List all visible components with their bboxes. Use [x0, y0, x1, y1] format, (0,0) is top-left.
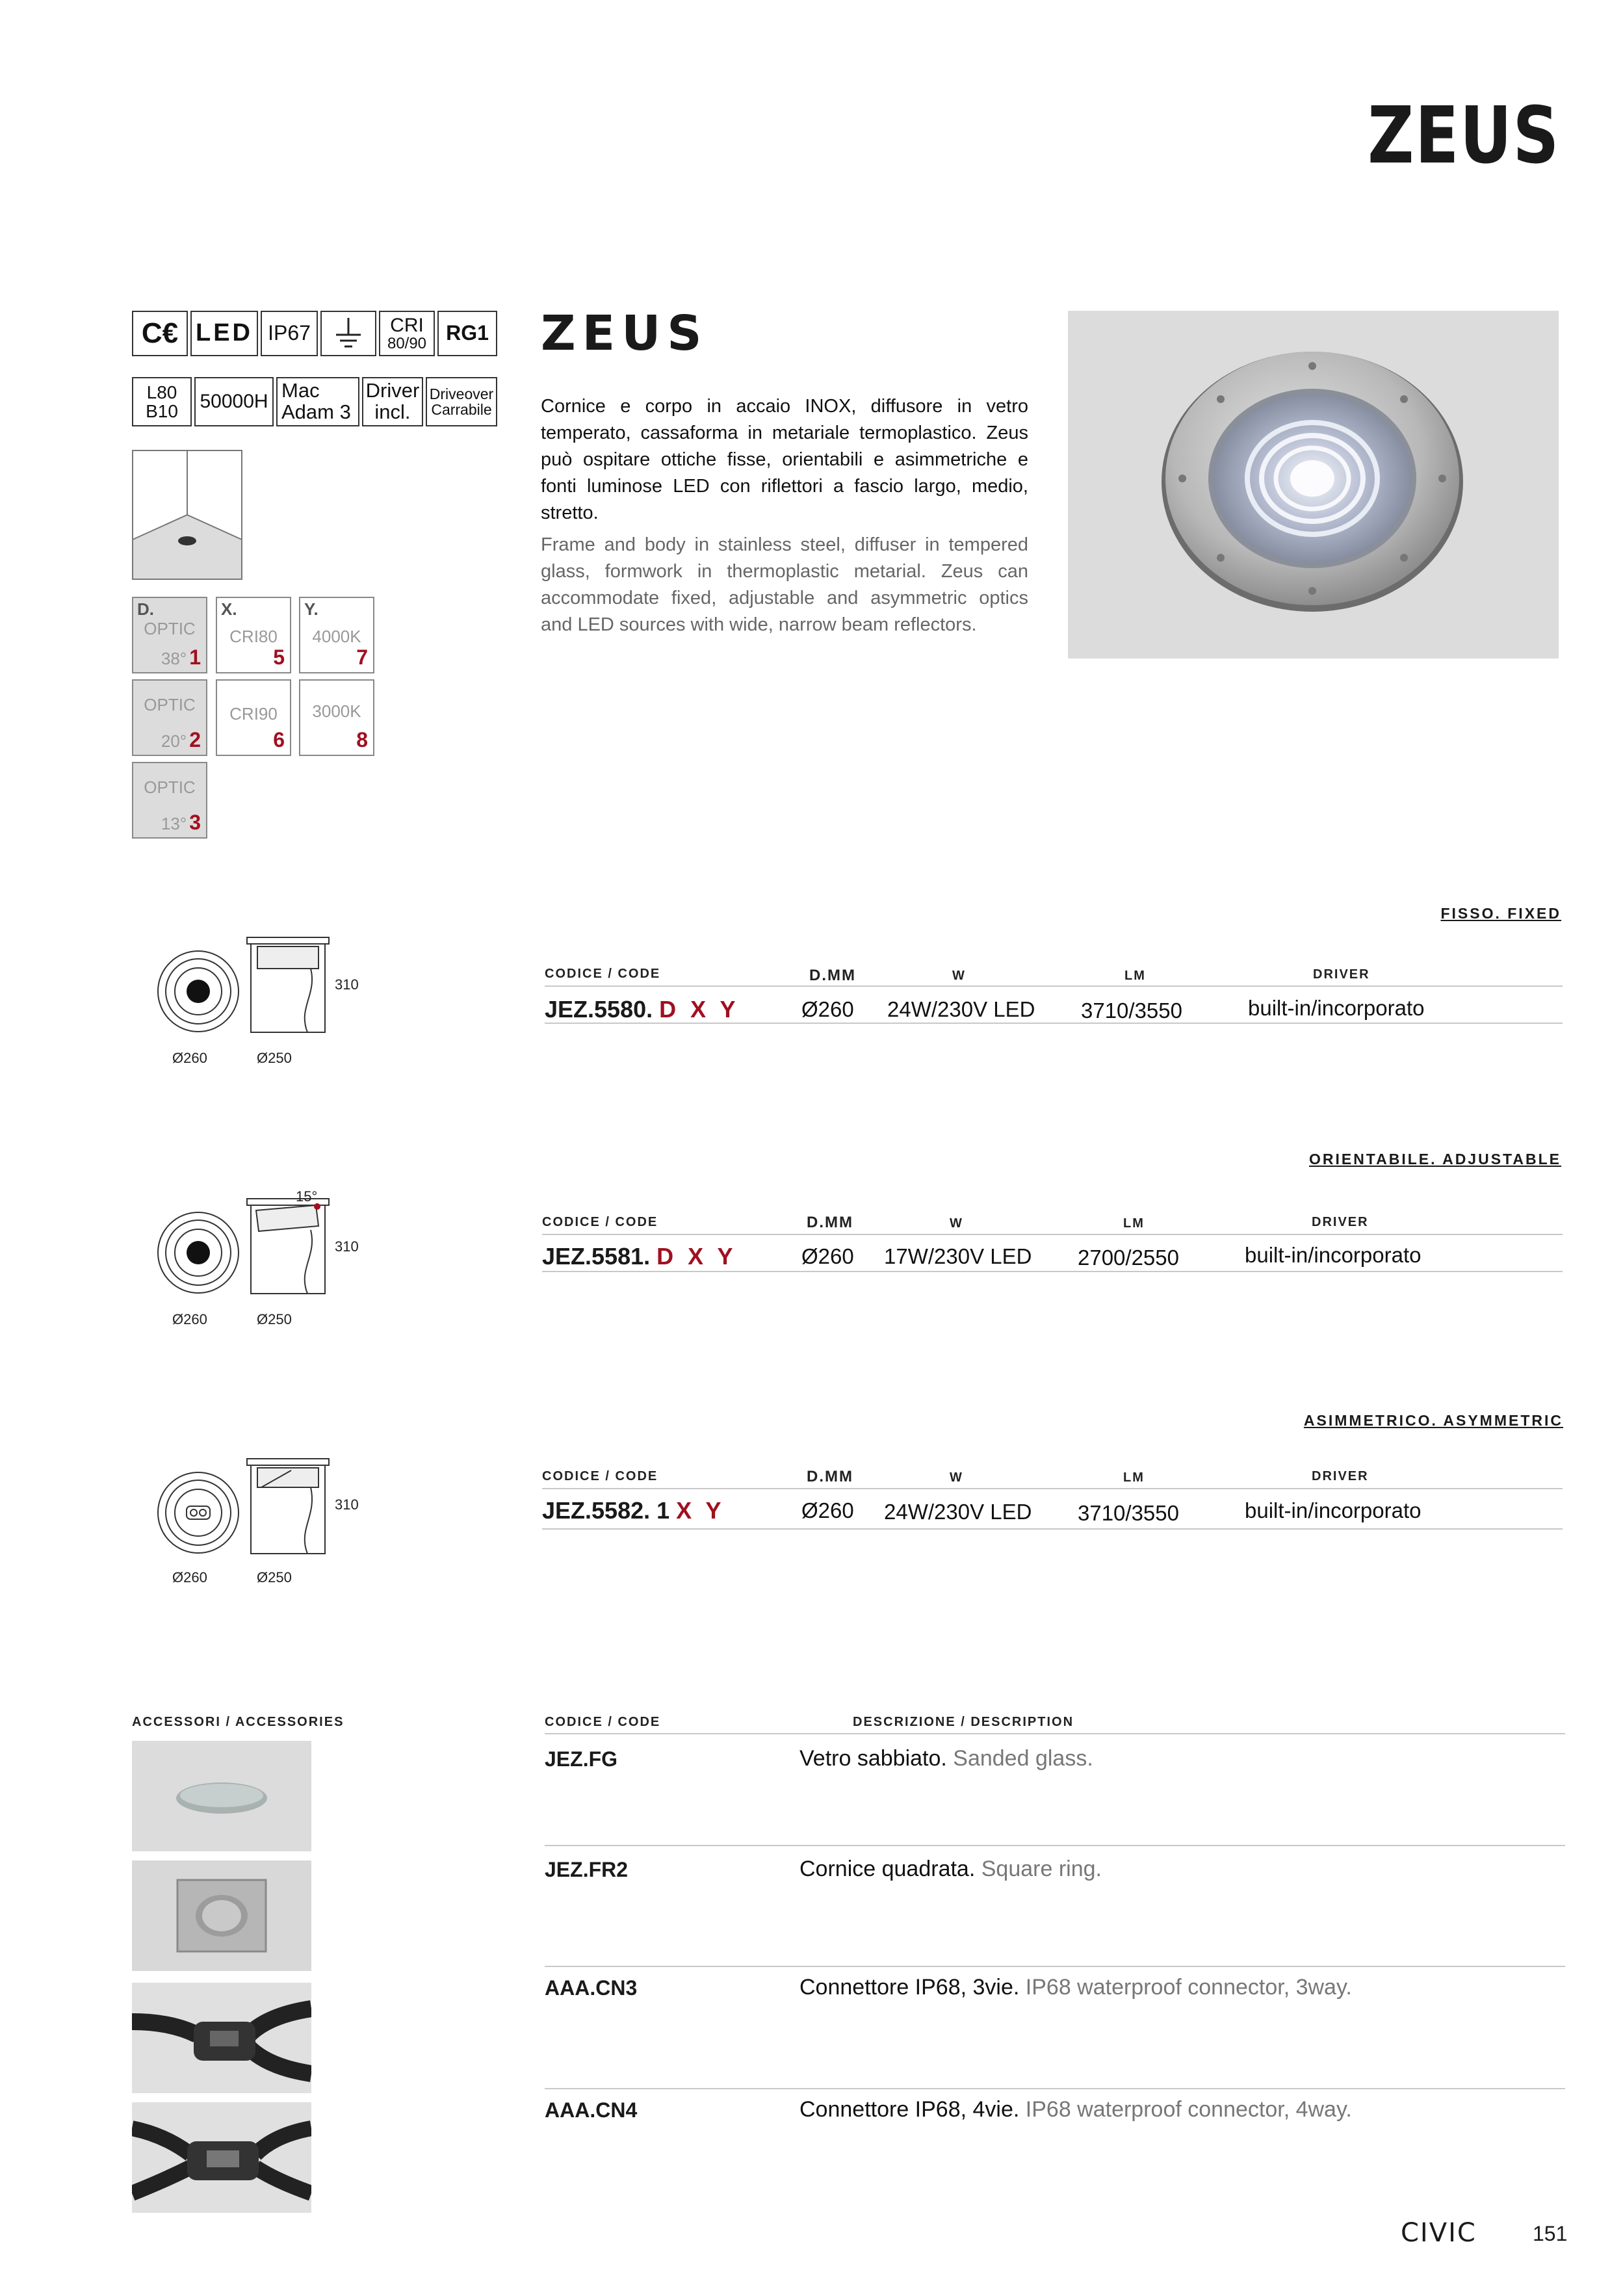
dimension-inner-diameter: Ø250 — [257, 1569, 292, 1585]
cct-option-1 — [299, 597, 374, 673]
dimension-tilt-angle: 15° — [296, 1188, 318, 1205]
table-rule — [542, 1488, 1563, 1489]
column-header-driver: DRIVER — [1312, 1469, 1369, 1483]
cell-driver: built-in/incorporato — [1248, 996, 1425, 1020]
optic-code: 3 — [189, 811, 201, 834]
drawing-side-adjustable — [246, 1197, 330, 1295]
drawing-side-asymmetric — [246, 1457, 330, 1555]
accessory-image-connector-4way — [132, 2102, 311, 2213]
accessory-code: AAA.CN3 — [545, 1976, 638, 2000]
accessory-image-square-ring — [132, 1860, 311, 1971]
product-code-variant: X Y — [676, 1497, 725, 1524]
product-photo — [1068, 311, 1559, 659]
cri-label: CRI90 — [229, 704, 278, 724]
table-rule — [542, 1271, 1563, 1272]
optic-label: OPTIC — [144, 619, 196, 638]
cell-diameter: Ø260 — [801, 1498, 854, 1522]
dimension-inner-diameter: Ø250 — [257, 1050, 292, 1066]
cct-value — [354, 646, 368, 670]
accessory-description-en: Sanded glass. — [953, 1746, 1093, 1771]
cri-label: CRI — [390, 314, 424, 336]
column-header-lumen: LM — [1123, 1216, 1145, 1231]
optic-value — [161, 811, 201, 835]
section-label-fixed: FISSO. FIXED — [1440, 905, 1561, 922]
accessory-description-en: Square ring. — [981, 1857, 1102, 1881]
accessory-description-it: Cornice quadrata. — [799, 1857, 976, 1881]
accessory-description — [799, 1746, 1093, 1771]
drawing-front-adjustable — [156, 1210, 240, 1295]
description-italian: Cornice e corpo in accaio INOX, diffusore in vetro temperato, cassaforma in metariale termoplastico. Zeus può ospitare ottiche fisse, orientabili e asimmetriche e fonti luminose LED con riflettori a fascio largo, medio, stretto. — [541, 396, 1028, 523]
ce-mark-badge: C€ — [132, 311, 188, 356]
column-header-driver: DRIVER — [1312, 1215, 1369, 1229]
column-header-diameter: D.MM — [807, 1468, 853, 1485]
accessory-description-en: IP68 waterproof connector, 4way. — [1025, 2097, 1352, 2122]
cct-option-2 — [299, 679, 374, 756]
product-title: ZEUS — [541, 306, 708, 361]
b10-label: B10 — [146, 401, 178, 421]
lifetime-badge — [132, 377, 192, 426]
description-english: Frame and body in stainless steel, diffuser in tempered glass, formwork in thermoplastic metarial. Zeus can accommodate fixed, adjustable and asymmetric optics and LED sources with wide, narrow beam reflectors. — [541, 534, 1028, 635]
cell-lumen: 3710/3550 — [1078, 1501, 1179, 1525]
product-code-variant: D X Y — [656, 1243, 737, 1270]
table-rule — [545, 1845, 1565, 1846]
macadam-badge — [276, 377, 359, 426]
drawing-side-fixed — [246, 936, 330, 1034]
optic-value — [161, 728, 201, 752]
cri-code: 6 — [273, 728, 285, 751]
cell-diameter: Ø260 — [801, 997, 854, 1021]
ground-icon — [332, 317, 365, 350]
column-header-driver: DRIVER — [1313, 967, 1370, 982]
column-header-lumen: LM — [1123, 1470, 1145, 1485]
accessory-description-it: Vetro sabbiato. — [799, 1746, 947, 1771]
table-rule — [545, 2088, 1565, 2089]
macadam-line-2: Adam 3 — [281, 400, 351, 423]
driveover-line-1: Driveover — [429, 385, 494, 402]
column-header-watt: W — [950, 1216, 963, 1231]
table-rule — [545, 985, 1563, 987]
accessory-description-it: Connettore IP68, 4vie. — [799, 2097, 1020, 2122]
optic-angle: 38° — [161, 649, 187, 668]
y-header: Y. — [304, 599, 318, 619]
cri-label: CRI80 — [229, 627, 278, 646]
dimension-outer-diameter: Ø260 — [172, 1050, 207, 1066]
accessory-description — [799, 1857, 1102, 1882]
dimension-height: 310 — [335, 976, 359, 993]
table-rule — [542, 1234, 1563, 1235]
l80-label: L80 — [146, 382, 177, 402]
product-code-variant: D X Y — [659, 996, 740, 1023]
accessories-description-header: DESCRIZIONE / DESCRIPTION — [853, 1715, 1074, 1729]
x-header: X. — [221, 599, 237, 619]
rg-badge: RG1 — [437, 311, 497, 356]
accessory-description — [799, 2097, 1352, 2122]
optic-value — [161, 646, 201, 670]
drawing-front-asymmetric — [156, 1470, 240, 1555]
cell-driver: built-in/incorporato — [1245, 1243, 1422, 1267]
table-rule — [545, 1023, 1563, 1024]
accessory-code: AAA.CN4 — [545, 2098, 638, 2122]
accessories-code-header: CODICE / CODE — [545, 1715, 661, 1729]
ground-symbol-badge — [320, 311, 376, 356]
optic-option-2 — [132, 679, 207, 756]
accessory-code: JEZ.FR2 — [545, 1858, 629, 1881]
d-header: D. — [137, 599, 154, 619]
driver-badge — [362, 377, 423, 426]
column-header-code: CODICE / CODE — [542, 1469, 658, 1483]
cell-watt: 24W/230V LED — [887, 997, 1035, 1021]
driver-line-1: Driver — [365, 379, 420, 402]
beam-diagram — [132, 450, 242, 580]
cct-code: 7 — [356, 646, 368, 669]
column-header-watt: W — [952, 969, 966, 983]
cct-value — [354, 728, 368, 752]
drawing-front-fixed — [156, 949, 240, 1034]
hours-badge: 50000H — [194, 377, 274, 426]
led-badge: LED — [190, 311, 258, 356]
cell-driver: built-in/incorporato — [1245, 1498, 1422, 1522]
cri-value — [270, 728, 285, 752]
column-header-code: CODICE / CODE — [545, 967, 661, 981]
cri-values: 80/90 — [387, 335, 427, 353]
column-header-diameter: D.MM — [807, 1214, 853, 1231]
dimension-outer-diameter: Ø260 — [172, 1569, 207, 1585]
column-header-watt: W — [950, 1470, 963, 1485]
cell-lumen: 2700/2550 — [1078, 1246, 1179, 1270]
section-label-adjustable: ORIENTABILE. ADJUSTABLE — [1308, 1151, 1561, 1168]
optic-option-3 — [132, 762, 207, 839]
dimension-height: 310 — [335, 1496, 359, 1513]
macadam-line-1: Mac — [281, 379, 320, 402]
optic-angle: 20° — [161, 731, 187, 751]
cell-lumen: 3710/3550 — [1081, 998, 1182, 1023]
accessory-description-en: IP68 waterproof connector, 3way. — [1025, 1975, 1352, 2000]
page-title: ZEUS — [1368, 91, 1560, 181]
cri-code: 5 — [273, 646, 285, 669]
cri-value — [270, 646, 285, 670]
accessory-code: JEZ.FG — [545, 1747, 618, 1771]
cell-watt: 24W/230V LED — [884, 1500, 1032, 1524]
optic-option-1 — [132, 597, 207, 673]
product-code-base: JEZ.5582. 1 — [542, 1497, 670, 1524]
cell-diameter: Ø260 — [801, 1244, 854, 1268]
product-code — [545, 996, 740, 1023]
optic-code: 2 — [189, 728, 201, 751]
ip-rating-badge: IP67 — [261, 311, 318, 356]
dimension-outer-diameter: Ø260 — [172, 1311, 207, 1327]
accessory-image-sanded-glass — [132, 1741, 311, 1851]
column-header-code: CODICE / CODE — [542, 1215, 658, 1229]
accessory-image-connector-3way — [132, 1983, 311, 2093]
page-number: 151 — [1533, 2222, 1568, 2245]
driveover-line-2: Carrabile — [431, 401, 492, 418]
accessories-label: ACCESSORI / ACCESSORIES — [132, 1715, 344, 1729]
driveover-badge — [426, 377, 497, 426]
optic-angle: 13° — [161, 814, 187, 833]
cri-option-1 — [216, 597, 291, 673]
dimension-inner-diameter: Ø250 — [257, 1311, 292, 1327]
product-code-base: JEZ.5581. — [542, 1243, 651, 1270]
brand-logo: CIVIC — [1401, 2218, 1477, 2248]
cct-label: 4000K — [312, 627, 361, 646]
cell-watt: 17W/230V LED — [884, 1244, 1032, 1268]
cri-option-2 — [216, 679, 291, 756]
section-label-asymmetric: ASIMMETRICO. ASYMMETRIC — [1303, 1412, 1563, 1429]
optic-code: 1 — [189, 646, 201, 669]
product-code — [542, 1497, 725, 1524]
optic-label: OPTIC — [144, 695, 196, 714]
dimension-height: 310 — [335, 1238, 359, 1255]
column-header-diameter: D.MM — [809, 967, 856, 984]
product-code — [542, 1243, 737, 1270]
optic-label: OPTIC — [144, 777, 196, 797]
table-rule — [542, 1528, 1563, 1530]
cri-badge — [379, 311, 435, 356]
accessory-description — [799, 1975, 1352, 2000]
table-rule — [545, 1966, 1565, 1967]
column-header-lumen: LM — [1124, 969, 1146, 983]
accessory-description-it: Connettore IP68, 3vie. — [799, 1975, 1020, 2000]
cct-code: 8 — [356, 728, 368, 751]
table-rule — [545, 1733, 1565, 1734]
driver-line-2: incl. — [374, 400, 411, 423]
cct-label: 3000K — [312, 701, 361, 721]
product-code-base: JEZ.5580. — [545, 996, 653, 1023]
